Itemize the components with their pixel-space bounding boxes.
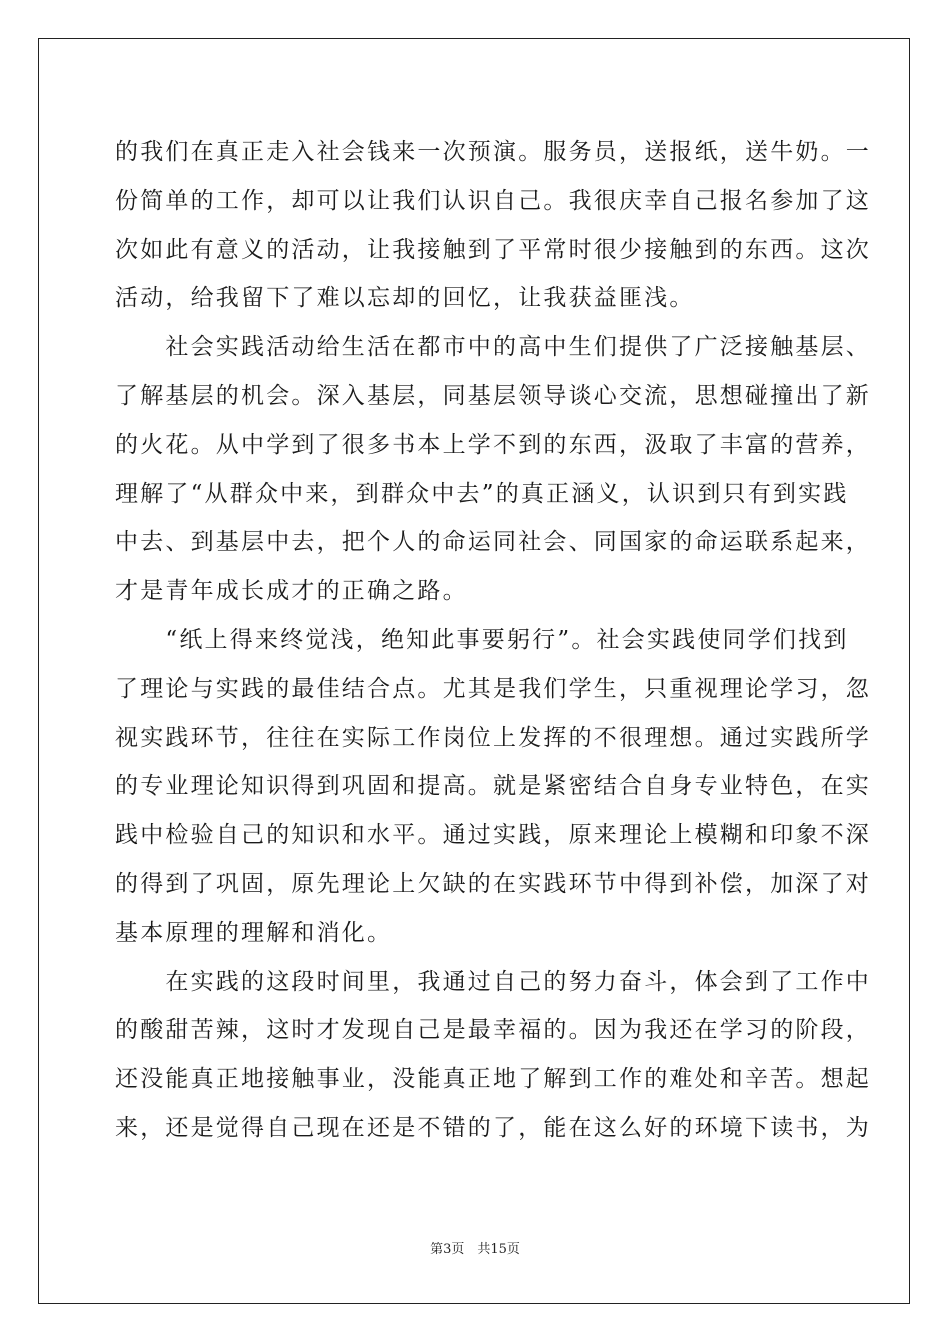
text-line: 次如此有意义的活动，让我接触到了平常时很少接触到的东西。这次 bbox=[115, 236, 871, 263]
text-line: 践中检验自己的知识和水平。通过实践，原来理论上模糊和印象不深 bbox=[115, 822, 871, 849]
document-body bbox=[115, 128, 871, 1153]
page-number-footer: 第3页 共15页 bbox=[430, 1242, 520, 1257]
text-line: 基本原理的理解和消化。 bbox=[115, 919, 393, 946]
text-line: “纸上得来终觉浅，绝知此事要躬行”。社会实践使同学们找到 bbox=[115, 626, 849, 653]
text-line: 的酸甜苦辣，这时才发现自己是最幸福的。因为我还在学习的阶段， bbox=[115, 1017, 871, 1044]
text-line: 才是青年成长成才的正确之路。 bbox=[115, 578, 468, 605]
text-line: 了理论与实践的最佳结合点。尤其是我们学生，只重视理论学习，忽 bbox=[115, 675, 871, 702]
text-line: 份简单的工作，却可以让我们认识自己。我很庆幸自己报名参加了这 bbox=[115, 187, 871, 214]
text-line: 的得到了巩固，原先理论上欠缺的在实践环节中得到补偿，加深了对 bbox=[115, 870, 871, 897]
text-line: 社会实践活动给生活在都市中的高中生们提供了广泛接触基层、 bbox=[115, 334, 871, 361]
text-line: 在实践的这段时间里，我通过自己的努力奋斗，体会到了工作中 bbox=[115, 968, 871, 995]
text-line: 来，还是觉得自己现在还是不错的了，能在这么好的环境下读书，为 bbox=[115, 1114, 871, 1141]
text-line: 的火花。从中学到了很多书本上学不到的东西，汲取了丰富的营养， bbox=[115, 431, 871, 458]
text-line: 视实践环节，往往在实际工作岗位上发挥的不很理想。通过实践所学 bbox=[115, 724, 871, 751]
text-line: 活动，给我留下了难以忘却的回忆，让我获益匪浅。 bbox=[115, 285, 695, 312]
text-line: 中去、到基层中去，把个人的命运同社会、同国家的命运联系起来， bbox=[115, 529, 871, 556]
text-line: 理解了“从群众中来，到群众中去”的真正涵义，认识到只有到实践 bbox=[115, 480, 849, 507]
text-line: 的我们在真正走入社会钱来一次预演。服务员，送报纸，送牛奶。一 bbox=[115, 139, 871, 165]
text-line: 还没能真正地接触事业，没能真正地了解到工作的难处和辛苦。想起 bbox=[115, 1066, 871, 1093]
text-line: 了解基层的机会。深入基层，同基层领导谈心交流，思想碰撞出了新 bbox=[115, 382, 871, 409]
text-line: 的专业理论知识得到巩固和提高。就是紧密结合自身专业特色，在实 bbox=[115, 773, 871, 800]
